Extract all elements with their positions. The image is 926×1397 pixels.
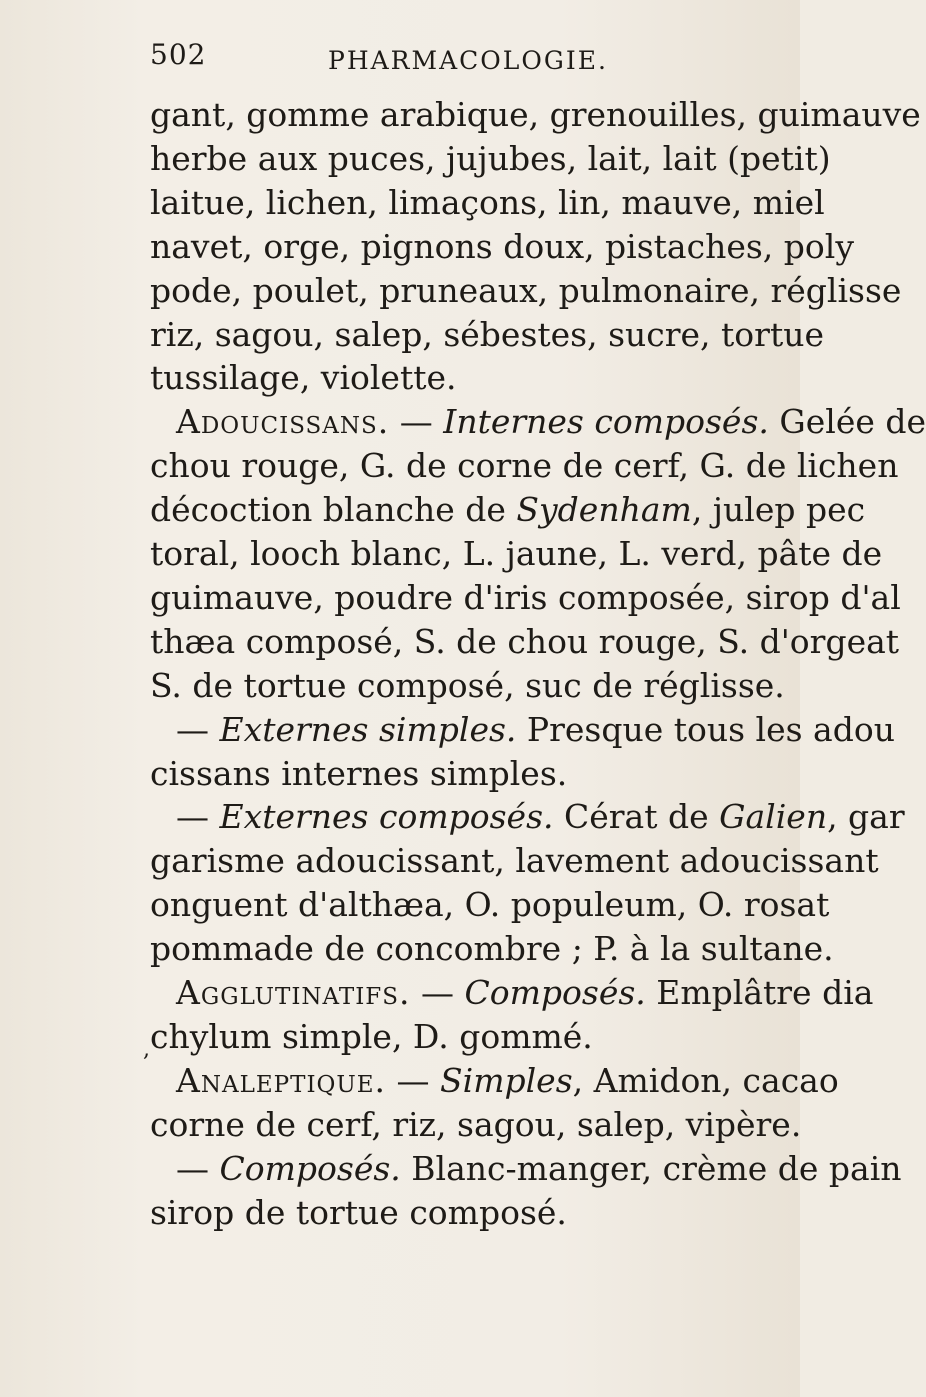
text-run: cissans internes simples.: [150, 753, 568, 793]
text-run: Presque tous les adou: [516, 709, 895, 749]
text-run: tussilage, violette.: [150, 358, 457, 398]
text-run: simples.: [378, 709, 517, 749]
text-line: [176, 1061, 839, 1101]
text-run: S. de tortue composé, suc de réglisse.: [150, 665, 785, 705]
text-line: [176, 1149, 902, 1189]
text-run: Externes: [219, 797, 369, 837]
text-run: corne de cerf, riz, sagou, salep, vipère.: [150, 1104, 802, 1144]
text-run: , julep pec: [691, 490, 866, 530]
text-run: [584, 402, 595, 441]
text-line: [150, 95, 921, 135]
text-line: [150, 1193, 567, 1233]
text-line: [150, 622, 899, 662]
text-run: Agglutinatifs.: [176, 973, 411, 1012]
text-run: Externes: [219, 709, 369, 749]
text-run: sirop de tortue composé.: [150, 1192, 567, 1232]
text-run: Galien: [719, 797, 828, 837]
text-run: Composés.: [464, 973, 646, 1012]
text-run: Adoucissans.: [176, 402, 390, 442]
text-run: [368, 797, 379, 836]
text-run: Gelée de: [768, 402, 926, 442]
text-run: Blanc-manger, crème de pain: [400, 1148, 902, 1188]
margin-mark: ,: [143, 1037, 150, 1062]
text-line: [150, 534, 882, 574]
text-line: [150, 490, 865, 530]
text-line: [150, 446, 898, 486]
text-line: [150, 227, 854, 267]
text-line: [150, 841, 879, 881]
text-run: herbe aux puces, jujubes, lait, lait (petit): [150, 138, 831, 178]
text-run: pommade de concombre ; P. à la sultane.: [150, 929, 834, 969]
text-line: [150, 271, 901, 311]
text-run: onguent d'althæa, O. populeum, O. rosat: [150, 885, 830, 925]
text-line: [150, 666, 785, 706]
text-run: pode, poulet, pruneaux, pulmonaire, réglisse: [150, 270, 902, 310]
text-run: laitue, lichen, limaçons, lin, mauve, miel: [150, 182, 825, 222]
page-number: 502: [150, 38, 207, 71]
text-line: [150, 754, 567, 794]
text-line: [150, 1105, 801, 1145]
text-run: chou rouge, G. de corne de cerf, G. de lichen: [150, 446, 899, 486]
text-line: [150, 358, 457, 398]
text-run: Composés.: [219, 1148, 401, 1188]
text-run: Sydenham: [516, 490, 692, 530]
running-title: PHARMACOLOGIE.: [328, 46, 608, 75]
text-run: guimauve, poudre d'iris composée, sirop d'al: [150, 577, 901, 617]
text-run: chylum simple, D. gommé.: [150, 1016, 593, 1056]
text-line: [176, 402, 926, 442]
text-run: , Amidon, cacao: [572, 1060, 839, 1100]
text-run: Cérat de: [553, 797, 720, 837]
text-run: composés.: [594, 402, 769, 442]
text-run: —: [176, 1148, 220, 1188]
text-run: thæa composé, S. de chou rouge, S. d'orgeat: [150, 621, 900, 661]
text-line: [150, 885, 829, 925]
text-run: —: [410, 973, 465, 1012]
text-run: —: [389, 402, 444, 442]
text-run: Analeptique.: [176, 1060, 387, 1100]
text-line: [150, 578, 901, 618]
text-run: riz, sagou, salep, sébestes, sucre, tortue: [150, 314, 824, 354]
text-run: —: [176, 709, 220, 749]
text-run: Emplâtre dia: [645, 973, 874, 1012]
page-header: [150, 38, 790, 78]
text-line: [150, 929, 834, 969]
text-line: [176, 973, 873, 1013]
text-run: , gar: [827, 797, 905, 837]
text-line: [150, 139, 831, 179]
text-line: [176, 710, 895, 750]
text-run: Internes: [443, 402, 584, 442]
text-run: décoction blanche de: [150, 490, 517, 530]
text-run: toral, looch blanc, L. jaune, L. verd, pâte de: [150, 534, 883, 573]
text-run: composés.: [378, 797, 554, 837]
text-run: Simples: [440, 1060, 573, 1100]
text-run: gant, gomme arabique, grenouilles, guimauve: [150, 95, 921, 134]
text-line: [150, 183, 825, 223]
body-text: [150, 95, 926, 1295]
text-run: —: [386, 1060, 441, 1100]
text-line: [150, 1017, 593, 1057]
text-run: [368, 710, 379, 749]
text-run: garisme adoucissant, lavement adoucissant: [150, 841, 879, 881]
text-run: —: [176, 797, 220, 837]
text-line: [150, 315, 824, 355]
text-line: [176, 797, 905, 837]
text-run: navet, orge, pignons doux, pistaches, poly: [150, 226, 854, 266]
